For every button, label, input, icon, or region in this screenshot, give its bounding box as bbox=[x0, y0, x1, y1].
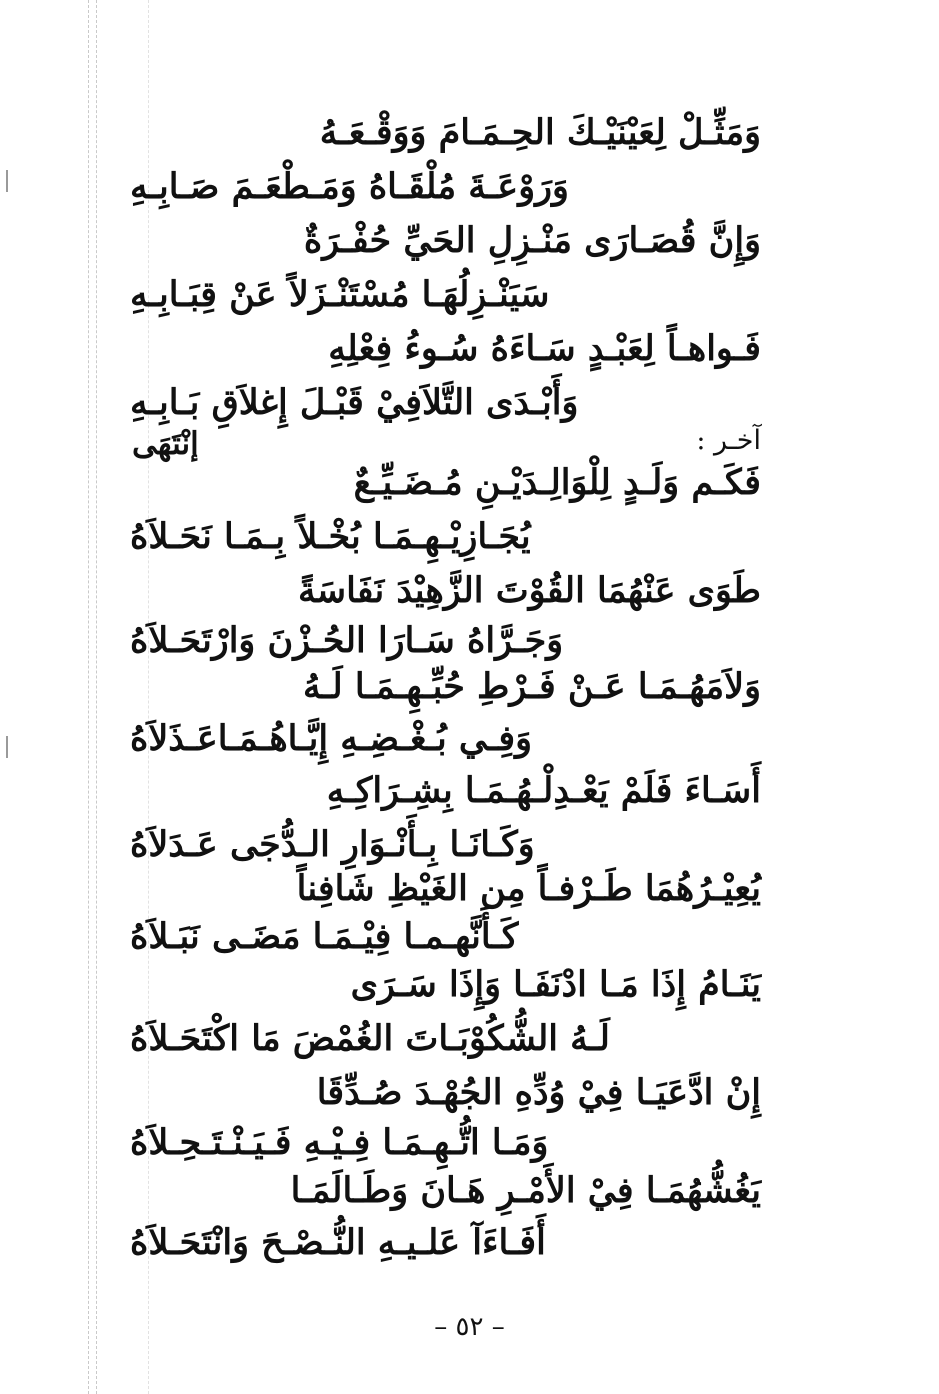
verse-line: أَفَـاءَآ عَلـيـهِ النُّـصْـحَ وَانْتَحَـلاَهُ bbox=[130, 1222, 546, 1263]
verse-line: فَكَـم وَلَـدٍ لِلْوَالِـدَيْـنِ مُـضَـيِّـعٌ bbox=[353, 462, 761, 503]
section-label-other: آخـر : bbox=[696, 425, 761, 456]
end-marker: إنْتَهَى bbox=[132, 426, 199, 462]
verse-line: وَرَوْعَـةَ مُلْقَـاهُ وَمَـطْعَـمَ صَـابِـهِ bbox=[130, 166, 569, 207]
verse-line: لَـهُ الشُّكُوْبَـاتَ الغُمْضَ مَا اكْتَحَـلاَهُ bbox=[130, 1018, 610, 1059]
verse-line: طَوَى عَنْهُمَا القُوْتَ الزَّهِيْدَ نَفَاسَةً bbox=[298, 570, 761, 611]
verse-line: وَمَـا اتُّـهِـمَـا فِـيْـهِ فَـيَـنْـتَـحِـلاَهُ bbox=[130, 1122, 549, 1163]
verse-line: وَفِـي بُـغْـضِـهِ إِيَّـاهُـمَـاعَـذَلاَهُ bbox=[130, 718, 532, 759]
scan-guide-line bbox=[96, 0, 97, 1394]
verse-line: وَجَـرَّاهُ سَـارَا الحُـزْنَ وَارْتَحَـلاَهُ bbox=[130, 620, 564, 661]
verse-line: أَسَـاءَ فَلَمْ يَعْـدِلْـهُـمَـا بِشِـرَاكِـهِ bbox=[326, 770, 761, 811]
verse-line: فَـواهـاً لِعَبْـدٍ سَـاءَهُ سُـوءُ فِعْلِهِ bbox=[328, 328, 761, 369]
verse-line: وَأَبْـدَى التَّلاَفِيْ قَبْـلَ إِغلاَقِ بَـابِـهِ bbox=[130, 382, 579, 423]
verse-line: وَلاَمَهُـمَـا عَـنْ فَـرْطِ حُبِّـهِـمَـا لَـهُ bbox=[302, 666, 761, 707]
verse-line: وَإِنَّ قُصَـارَى مَنْـزِلِ الحَيِّ حُفْـرَةٌ bbox=[303, 220, 761, 261]
scan-edge-mark bbox=[6, 736, 8, 758]
verse-line: يُجَـازِيْـهِـمَـا بُخْـلاً بِـمَـا نَحَـلاَهُ bbox=[130, 516, 531, 557]
verse-line: إِنْ ادَّعَيَـا فِيْ وُدِّهِ الجُهْـدَ صُـدِّقَا bbox=[316, 1072, 761, 1113]
verse-line: وَمَثِّـلْ لِعَيْنَيْـكَ الحِـمَـامَ وَوَقْـعَـهُ bbox=[319, 112, 761, 153]
scan-edge-mark bbox=[6, 170, 8, 192]
verse-line: سَيَنْـزِلُهَـا مُسْتَنْـزَلاً عَنْ قِبَـابِـهِ bbox=[130, 274, 550, 315]
verse-line: وَكَـانَـا بِـأَنْـوَارِ الـدُّجَى عَـدَلاَهُ bbox=[130, 824, 535, 865]
verse-line: يُعِيْـرُهُمَا طَـرْفـاً مِن الغَيْظِ شَافِناً bbox=[296, 868, 761, 909]
page-number: – ٥٢ – bbox=[434, 1312, 505, 1342]
verse-line: كَـأَنَّهـمـا فِيْـمَـا مَضَـى نَبَـلاَهُ bbox=[130, 916, 519, 957]
verse-line: يَنَـامُ إِذَا مَـا ادْنَفَـا وَإِذَا سَـرَى bbox=[350, 964, 761, 1005]
scan-guide-line bbox=[88, 0, 89, 1394]
verse-line: يَغُشُّهُمَـا فِيْ الأَمْـرِ هَـانَ وَطَـالَمَـا bbox=[290, 1170, 761, 1211]
